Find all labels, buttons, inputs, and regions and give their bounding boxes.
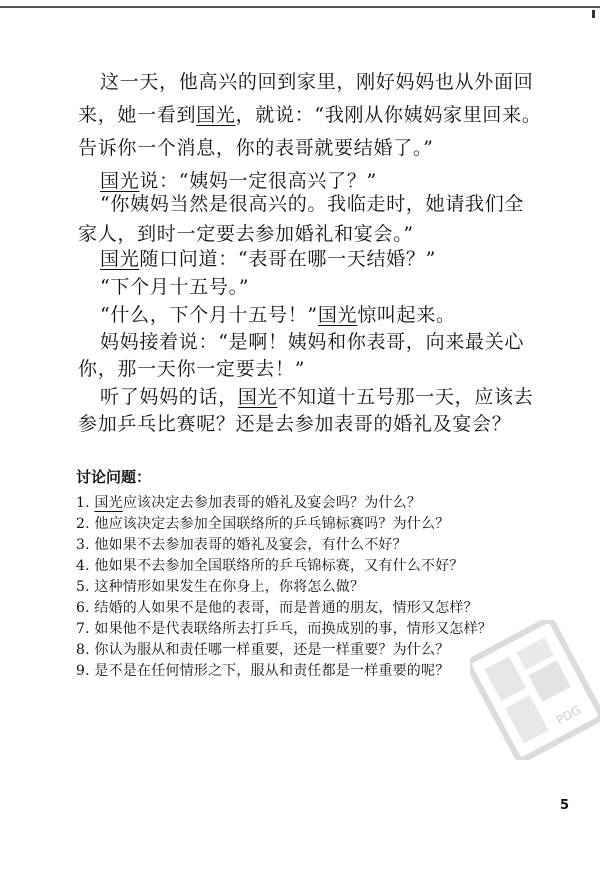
name-underlined: 国光 — [237, 386, 278, 408]
story-line: “你姨妈当然是很高兴的。我临走时，她请我们全 — [100, 193, 525, 215]
question-item: 5. 这种情形如果发生在你身上，你将怎么做？ — [76, 579, 365, 595]
name-underlined: 国光 — [196, 104, 236, 126]
story-line: 来，她一看到国光，就说：“我刚从你姨妈家里回来。 — [78, 104, 542, 126]
question-item: 4. 他如果不去参加全国联络所的乒乓锦标赛，又有什么不好？ — [76, 558, 464, 574]
discussion-title: 讨论问题： — [76, 468, 152, 486]
name-underlined: 国光 — [100, 248, 140, 270]
name-underlined: 国光 — [317, 304, 358, 326]
watermark-text: PDG — [553, 702, 584, 728]
story-line: “下个月十五号。” — [100, 276, 250, 298]
question-item: 6. 结婚的人如果不是他的表哥，而是普通的朋友，情形又怎样？ — [76, 600, 478, 616]
corner-mark — [592, 10, 595, 18]
page-number: 5 — [560, 798, 570, 813]
question-item: 9. 是不是在任何情形之下，服从和责任都是一样重要的呢？ — [76, 663, 450, 679]
question-item: 3. 他如果不去参加表哥的婚礼及宴会，有什么不好？ — [76, 537, 407, 553]
story-line: 告诉你一个消息，你的表哥就要结婚了。” — [78, 137, 434, 159]
question-item: 2. 他应该决定去参加全国联络所的乒乓锦标赛吗？为什么？ — [76, 516, 450, 532]
story-line: 国光随口问道：“表哥在哪一天结婚？” — [100, 248, 437, 270]
question-item: 1. 国光应该决定去参加表哥的婚礼及宴会吗？为什么？ — [76, 495, 422, 511]
story-line: 家人，到时一定要去参加婚礼和宴会。” — [78, 223, 414, 245]
name-underlined: 国光 — [94, 495, 123, 511]
top-border-line — [0, 6, 600, 8]
question-item: 7. 如果他不是代表联络所去打乒乓，而换成别的事，情形又怎样？ — [76, 621, 493, 637]
watermark-seal — [470, 620, 600, 760]
story-line: 你，那一天你一定要去！” — [78, 358, 306, 380]
story-line: 听了妈妈的话，国光不知道十五号那一天，应该去 — [100, 386, 534, 408]
question-item: 8. 你认为服从和责任哪一样重要，还是一样重要？为什么？ — [76, 642, 450, 658]
story-line: 妈妈接着说：“是啊！姨妈和你表哥，向来最关心 — [100, 331, 525, 353]
story-line: 国光说：“姨妈一定很高兴了？” — [100, 170, 377, 192]
story-line: “什么，下个月十五号！”国光惊叫起来。 — [100, 304, 456, 326]
name-underlined: 国光 — [100, 170, 140, 192]
story-line: 这一天，他高兴的回到家里，刚好妈妈也从外面回 — [100, 71, 534, 93]
story-line: 参加乒乓比赛呢？还是去参加表哥的婚礼及宴会？ — [78, 413, 512, 435]
